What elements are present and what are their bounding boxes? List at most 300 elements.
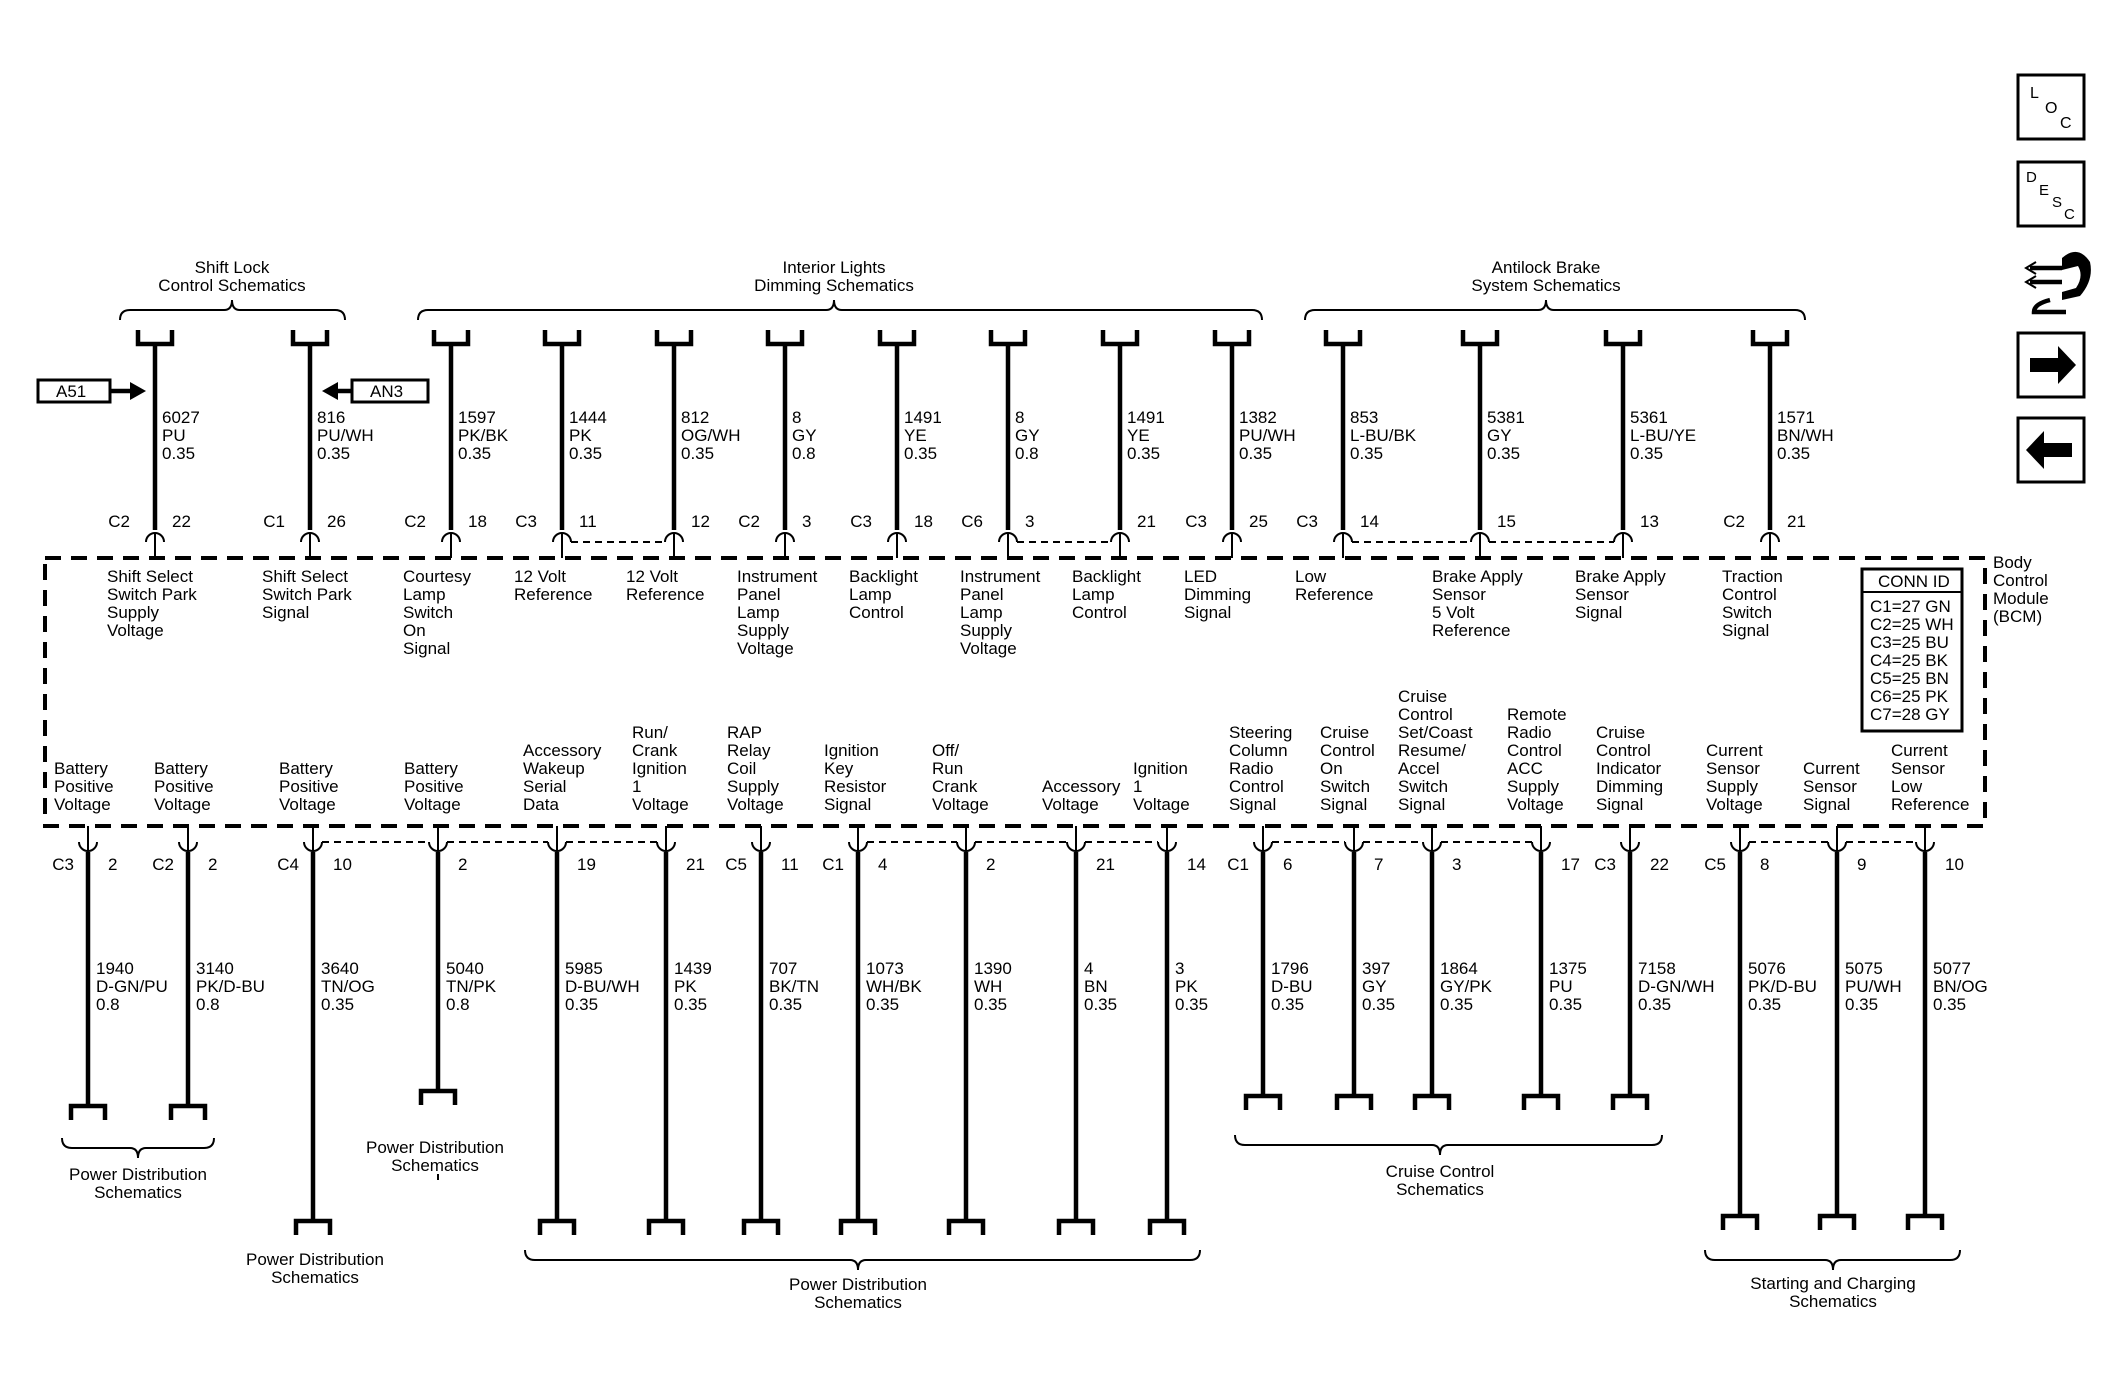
circuit-description: Steering — [1229, 723, 1293, 742]
wire-color: GY — [1015, 426, 1040, 445]
circuit-description: Supply — [727, 777, 779, 796]
wire-color: WH/BK — [866, 977, 922, 996]
circuit-description: Sensor — [1706, 759, 1760, 778]
circuit-description: Low — [1295, 567, 1327, 586]
circuit-description: 12 Volt — [626, 567, 678, 586]
connector-tag-an3[interactable] — [322, 380, 428, 402]
connector-tag-label: AN3 — [370, 382, 404, 401]
pin-number: 25 — [1249, 512, 1268, 531]
wire-color: PK — [569, 426, 592, 445]
circuit-description: Sensor — [1432, 585, 1486, 604]
circuit-description: Lamp — [1072, 585, 1115, 604]
wire-gauge: 0.35 — [974, 995, 1008, 1014]
conn-id-title: CONN ID — [1878, 572, 1950, 591]
wire-color: PK/BK — [458, 426, 509, 445]
circuit-description: Shift Select — [262, 567, 348, 586]
circuit-number: 5040 — [446, 959, 484, 978]
pin-number: 11 — [579, 512, 597, 531]
desc-letter: C — [2064, 206, 2075, 223]
wire-gauge: 0.8 — [446, 995, 470, 1014]
caption-line: Schematics — [271, 1268, 359, 1287]
circuit-description: Voltage — [960, 639, 1017, 658]
pin-number: 18 — [914, 512, 933, 531]
circuit-description: Battery — [279, 759, 333, 778]
circuit-description: Wakeup — [523, 759, 585, 778]
connector-id: C6 — [961, 512, 983, 531]
circuit-number: 1597 — [458, 408, 496, 427]
circuit-description: Supply — [960, 621, 1012, 640]
connector-id: C2 — [404, 512, 426, 531]
wire-gauge: 0.35 — [866, 995, 900, 1014]
connector-id: C2 — [152, 855, 174, 874]
circuit-description: Lamp — [737, 603, 780, 622]
caption-line: Antilock Brake — [1491, 258, 1601, 277]
circuit-description: Off/ — [932, 741, 960, 760]
circuit-description: Battery — [54, 759, 108, 778]
pin-number: 17 — [1561, 855, 1580, 874]
wire-gauge: 0.35 — [569, 444, 603, 463]
circuit-number: 1571 — [1777, 408, 1815, 427]
circuit-number: 5381 — [1487, 408, 1525, 427]
circuit-description: Data — [523, 795, 559, 814]
circuit-description: On — [403, 621, 426, 640]
pin-number: 12 — [691, 512, 710, 531]
wire-gauge: 0.35 — [565, 995, 599, 1014]
loc-letter: O — [2045, 100, 2058, 117]
pin-number: 14 — [1360, 512, 1379, 531]
conn-id-row: C4=25 BK — [1870, 651, 1948, 670]
circuit-description: Dimming — [1596, 777, 1664, 796]
circuit-description: Key — [824, 759, 854, 778]
pin-number: 4 — [878, 855, 888, 874]
circuit-description: Resume/ — [1398, 741, 1467, 760]
circuit-description: Switch — [1320, 777, 1371, 796]
module-label-line: Module — [1993, 589, 2049, 608]
circuit-description: Lamp — [849, 585, 892, 604]
wire-gauge: 0.35 — [1549, 995, 1583, 1014]
wire-color: BK/TN — [769, 977, 820, 996]
circuit-number: 7158 — [1638, 959, 1676, 978]
circuit-description: Backlight — [849, 567, 918, 586]
circuit-description: Voltage — [1133, 795, 1190, 814]
circuit-description: Remote — [1507, 705, 1567, 724]
circuit-description: Control — [1398, 705, 1453, 724]
wire-gauge: 0.35 — [1748, 995, 1782, 1014]
circuit-description: Reference — [1295, 585, 1374, 604]
circuit-description: Supply — [1507, 777, 1559, 796]
circuit-description: Sensor — [1891, 759, 1945, 778]
wire-color: L-BU/YE — [1630, 426, 1697, 445]
caption-line: Control Schematics — [158, 276, 306, 295]
loc-icon[interactable] — [2018, 75, 2084, 139]
conn-id-row: C7=28 GY — [1870, 705, 1950, 724]
connector-id: C1 — [263, 512, 285, 531]
caption-line: Schematics — [1396, 1180, 1484, 1199]
circuit-description: Run/ — [632, 723, 668, 742]
connector-id: C5 — [1704, 855, 1726, 874]
wire-color: GY — [792, 426, 817, 445]
circuit-description: Current — [1706, 741, 1763, 760]
bottom-group-caption — [1386, 1162, 1495, 1199]
circuit-description: Crank — [632, 741, 678, 760]
wire-color: D-BU — [1271, 977, 1313, 996]
circuit-description: Instrument — [737, 567, 818, 586]
caption-line: Schematics — [1789, 1292, 1877, 1311]
wire-color: PK/D-BU — [1748, 977, 1817, 996]
pin-number: 6 — [1283, 855, 1293, 874]
circuit-description: Supply — [737, 621, 789, 640]
circuit-description: Cruise — [1596, 723, 1646, 742]
pin-number: 2 — [458, 855, 468, 874]
circuit-number: 1073 — [866, 959, 904, 978]
pin-number: 15 — [1497, 512, 1516, 531]
connector-id: C3 — [52, 855, 74, 874]
circuit-description: Switch — [403, 603, 454, 622]
circuit-description: Control — [1596, 741, 1651, 760]
wire-color: PK — [1175, 977, 1198, 996]
circuit-description: Radio — [1229, 759, 1274, 778]
pin-number: 21 — [686, 855, 705, 874]
circuit-description: Voltage — [404, 795, 461, 814]
caption-line: Schematics — [814, 1293, 902, 1312]
circuit-description: Panel — [960, 585, 1004, 604]
caption-line: Power Distribution — [69, 1165, 207, 1184]
circuit-description: Brake Apply — [1575, 567, 1666, 586]
connector-id: C1 — [822, 855, 844, 874]
wire-gauge: 0.35 — [321, 995, 355, 1014]
circuit-description: Traction — [1722, 567, 1783, 586]
pin-number: 3 — [802, 512, 812, 531]
circuit-number: 8 — [792, 408, 802, 427]
pin-number: 13 — [1640, 512, 1659, 531]
circuit-description: Control — [1229, 777, 1284, 796]
loc-letter: L — [2030, 85, 2039, 102]
circuit-number: 1375 — [1549, 959, 1587, 978]
wire-gauge: 0.35 — [1487, 444, 1521, 463]
circuit-description: Control — [1507, 741, 1562, 760]
wire-gauge: 0.35 — [162, 444, 196, 463]
caption-line: Starting and Charging — [1750, 1274, 1916, 1293]
circuit-description: Battery — [404, 759, 458, 778]
wire-color: YE — [1127, 426, 1150, 445]
circuit-description: Signal — [1229, 795, 1277, 814]
circuit-description: Indicator — [1596, 759, 1662, 778]
circuit-description: Lamp — [403, 585, 446, 604]
circuit-description: Ignition — [632, 759, 687, 778]
wire-gauge: 0.35 — [1084, 995, 1118, 1014]
circuit-description: Instrument — [960, 567, 1041, 586]
circuit-description: Run — [932, 759, 964, 778]
connector-id: C5 — [725, 855, 747, 874]
circuit-description: Sensor — [1575, 585, 1629, 604]
wire-color: GY — [1487, 426, 1512, 445]
circuit-description: Shift Select — [107, 567, 193, 586]
desc-letter: S — [2052, 194, 2063, 211]
desc-icon[interactable] — [2018, 162, 2084, 226]
wire-color: D-GN/PU — [96, 977, 168, 996]
wire-color: PU — [1549, 977, 1573, 996]
pin-number: 21 — [1137, 512, 1156, 531]
circuit-number: 1864 — [1440, 959, 1478, 978]
module-label-line: (BCM) — [1993, 607, 2043, 626]
wire-gauge: 0.8 — [792, 444, 816, 463]
connector-id: C3 — [850, 512, 872, 531]
circuit-description: Signal — [403, 639, 451, 658]
circuit-description: Lamp — [960, 603, 1003, 622]
connector-id: C2 — [1723, 512, 1745, 531]
conn-id-row: C5=25 BN — [1870, 669, 1949, 688]
wire-color: PU — [162, 426, 186, 445]
previous-arrow-icon[interactable] — [2018, 418, 2084, 482]
pin-number: 2 — [108, 855, 118, 874]
caption-line: Power Distribution — [246, 1250, 384, 1269]
circuit-description: Dimming — [1184, 585, 1252, 604]
wire-color: BN — [1084, 977, 1108, 996]
circuit-description: Supply — [107, 603, 159, 622]
caption-line: Interior Lights — [782, 258, 886, 277]
circuit-description: Signal — [262, 603, 310, 622]
circuit-description: Accel — [1398, 759, 1440, 778]
wire-gauge: 0.35 — [769, 995, 803, 1014]
pin-number: 3 — [1452, 855, 1462, 874]
circuit-number: 5361 — [1630, 408, 1668, 427]
conn-id-table — [1862, 569, 1962, 731]
circuit-description: Voltage — [632, 795, 689, 814]
circuit-description: Reference — [514, 585, 593, 604]
circuit-number: 1439 — [674, 959, 712, 978]
circuit-description: RAP — [727, 723, 762, 742]
wire-color: WH — [974, 977, 1003, 996]
circuit-description: Reference — [1432, 621, 1511, 640]
connector-id: C3 — [1296, 512, 1318, 531]
pin-number: 22 — [1650, 855, 1669, 874]
pin-number: 21 — [1096, 855, 1115, 874]
next-arrow-icon[interactable] — [2018, 333, 2084, 397]
circuit-description: Serial — [523, 777, 567, 796]
wire-color: OG/WH — [681, 426, 741, 445]
circuit-description: Ignition — [1133, 759, 1188, 778]
circuit-description: LED — [1184, 567, 1218, 586]
wire-color: BN/OG — [1933, 977, 1988, 996]
wire-gauge: 0.8 — [196, 995, 220, 1014]
wire-color: PU/WH — [1845, 977, 1902, 996]
circuit-number: 5076 — [1748, 959, 1786, 978]
circuit-description: 1 — [1133, 777, 1143, 796]
circuit-number: 8 — [1015, 408, 1025, 427]
wire-gauge: 0.35 — [1239, 444, 1273, 463]
wire-color: D-GN/WH — [1638, 977, 1715, 996]
connector-id: C4 — [277, 855, 299, 874]
circuit-description: Signal — [1184, 603, 1232, 622]
caption-line: Power Distribution — [789, 1275, 927, 1294]
pin-number: 26 — [327, 512, 346, 531]
circuit-description: Column — [1229, 741, 1288, 760]
module-label-line: Body — [1993, 553, 2032, 572]
circuit-description: Crank — [932, 777, 978, 796]
circuit-number: 397 — [1362, 959, 1391, 978]
wire-gauge: 0.35 — [674, 995, 708, 1014]
circuit-description: Supply — [1706, 777, 1758, 796]
caption-line: Power Distribution — [366, 1138, 504, 1157]
circuit-description: Signal — [1722, 621, 1770, 640]
circuit-description: Signal — [1575, 603, 1623, 622]
wire-gauge: 0.35 — [1127, 444, 1161, 463]
wire-gauge: 0.35 — [1362, 995, 1396, 1014]
caption-line: Shift Lock — [194, 258, 270, 277]
wire-gauge: 0.35 — [1638, 995, 1672, 1014]
circuit-description: Low — [1891, 777, 1923, 796]
wire-color: TN/PK — [446, 977, 497, 996]
circuit-description: Voltage — [1507, 795, 1564, 814]
circuit-number: 1796 — [1271, 959, 1309, 978]
connector-id: C1 — [1227, 855, 1249, 874]
circuit-description: Switch — [1398, 777, 1449, 796]
circuit-description: Switch Park — [107, 585, 197, 604]
pin-number: 18 — [468, 512, 487, 531]
circuit-description: Cruise — [1320, 723, 1370, 742]
loc-letter: C — [2060, 115, 2072, 132]
wire-color: GY/PK — [1440, 977, 1492, 996]
circuit-description: Relay — [727, 741, 771, 760]
circuit-description: Battery — [154, 759, 208, 778]
circuit-description: Signal — [1398, 795, 1446, 814]
circuit-description: ACC — [1507, 759, 1543, 778]
circuit-description: Voltage — [932, 795, 989, 814]
connector-id: C3 — [1185, 512, 1207, 531]
circuit-description: Voltage — [1042, 795, 1099, 814]
circuit-description: Positive — [404, 777, 464, 796]
wire-color: D-BU/WH — [565, 977, 640, 996]
circuit-description: 5 Volt — [1432, 603, 1475, 622]
pin-number: 11 — [781, 855, 799, 874]
circuit-description: Switch — [1722, 603, 1773, 622]
circuit-description: Resistor — [824, 777, 887, 796]
wire-gauge: 0.8 — [96, 995, 120, 1014]
circuit-description: Coil — [727, 759, 757, 778]
pin-number: 8 — [1760, 855, 1770, 874]
module-label-line: Control — [1993, 571, 2048, 590]
caption-line: System Schematics — [1471, 276, 1621, 295]
conn-id-row: C3=25 BU — [1870, 633, 1949, 652]
caption-line: Schematics — [391, 1156, 479, 1175]
wire-gauge: 0.35 — [904, 444, 938, 463]
pin-number: 2 — [986, 855, 996, 874]
pin-number: 9 — [1857, 855, 1867, 874]
wire-color: PK — [674, 977, 697, 996]
circuit-description: Cruise — [1398, 687, 1448, 706]
pin-number: 22 — [172, 512, 191, 531]
caption-line: Schematics — [94, 1183, 182, 1202]
circuit-description: Ignition — [824, 741, 879, 760]
circuit-description: Control — [1320, 741, 1375, 760]
pin-number: 21 — [1787, 512, 1806, 531]
desc-letter: E — [2039, 182, 2050, 199]
circuit-description: Voltage — [154, 795, 211, 814]
circuit-description: Signal — [824, 795, 872, 814]
wire-color: GY — [1362, 977, 1387, 996]
wire-gauge: 0.35 — [1175, 995, 1209, 1014]
circuit-number: 5985 — [565, 959, 603, 978]
circuit-description: Control — [1722, 585, 1777, 604]
circuit-number: 707 — [769, 959, 798, 978]
circuit-description: 12 Volt — [514, 567, 566, 586]
connector-id: C2 — [108, 512, 130, 531]
circuit-number: 1940 — [96, 959, 134, 978]
connector-id: C3 — [515, 512, 537, 531]
circuit-number: 816 — [317, 408, 346, 427]
wire-gauge: 0.35 — [1350, 444, 1384, 463]
wire-gauge: 0.35 — [1845, 995, 1879, 1014]
circuit-description: On — [1320, 759, 1343, 778]
conn-id-row: C2=25 WH — [1870, 615, 1954, 634]
circuit-number: 1444 — [569, 408, 607, 427]
pin-number: 10 — [1945, 855, 1964, 874]
circuit-number: 1382 — [1239, 408, 1277, 427]
circuit-description: Accessory — [1042, 777, 1121, 796]
circuit-number: 812 — [681, 408, 710, 427]
circuit-description: Voltage — [727, 795, 784, 814]
wire-color: PU/WH — [317, 426, 374, 445]
circuit-description: Signal — [1320, 795, 1368, 814]
connector-tag-label: A51 — [56, 382, 87, 401]
desc-letter: D — [2026, 169, 2037, 186]
wire-color: PU/WH — [1239, 426, 1296, 445]
circuit-description: Reference — [1891, 795, 1970, 814]
circuit-description: Accessory — [523, 741, 602, 760]
pin-number: 2 — [208, 855, 218, 874]
circuit-description: Voltage — [279, 795, 336, 814]
wire-gauge: 0.35 — [1440, 995, 1474, 1014]
circuit-number: 3 — [1175, 959, 1185, 978]
circuit-description: Courtesy — [403, 567, 472, 586]
circuit-number: 5075 — [1845, 959, 1883, 978]
top-group-caption — [1471, 258, 1620, 295]
wire-color: BN/WH — [1777, 426, 1834, 445]
wire-gauge: 0.35 — [681, 444, 715, 463]
circuit-description: Brake Apply — [1432, 567, 1523, 586]
circuit-description: Current — [1891, 741, 1948, 760]
circuit-description: Control — [849, 603, 904, 622]
circuit-number: 4 — [1084, 959, 1094, 978]
connector-id: C3 — [1594, 855, 1616, 874]
circuit-description: Signal — [1596, 795, 1644, 814]
circuit-number: 853 — [1350, 408, 1379, 427]
circuit-description: Positive — [154, 777, 214, 796]
circuit-number: 5077 — [1933, 959, 1971, 978]
caption-line: Dimming Schematics — [754, 276, 914, 295]
conn-id-row: C1=27 GN — [1870, 597, 1951, 616]
circuit-description: Voltage — [737, 639, 794, 658]
circuit-number: 6027 — [162, 408, 200, 427]
wire-gauge: 0.35 — [1777, 444, 1811, 463]
circuit-description: Voltage — [54, 795, 111, 814]
circuit-description: Panel — [737, 585, 781, 604]
pin-number: 10 — [333, 855, 352, 874]
pin-number: 7 — [1374, 855, 1384, 874]
wire-color: PK/D-BU — [196, 977, 265, 996]
circuit-description: Signal — [1803, 795, 1851, 814]
circuit-description: Voltage — [107, 621, 164, 640]
wire-gauge: 0.35 — [1271, 995, 1305, 1014]
connector-id: C2 — [738, 512, 760, 531]
circuit-description: Reference — [626, 585, 705, 604]
circuit-description: Sensor — [1803, 777, 1857, 796]
circuit-description: Positive — [54, 777, 114, 796]
circuit-number: 1491 — [904, 408, 942, 427]
wire-color: TN/OG — [321, 977, 375, 996]
circuit-number: 3640 — [321, 959, 359, 978]
pin-number: 3 — [1025, 512, 1035, 531]
